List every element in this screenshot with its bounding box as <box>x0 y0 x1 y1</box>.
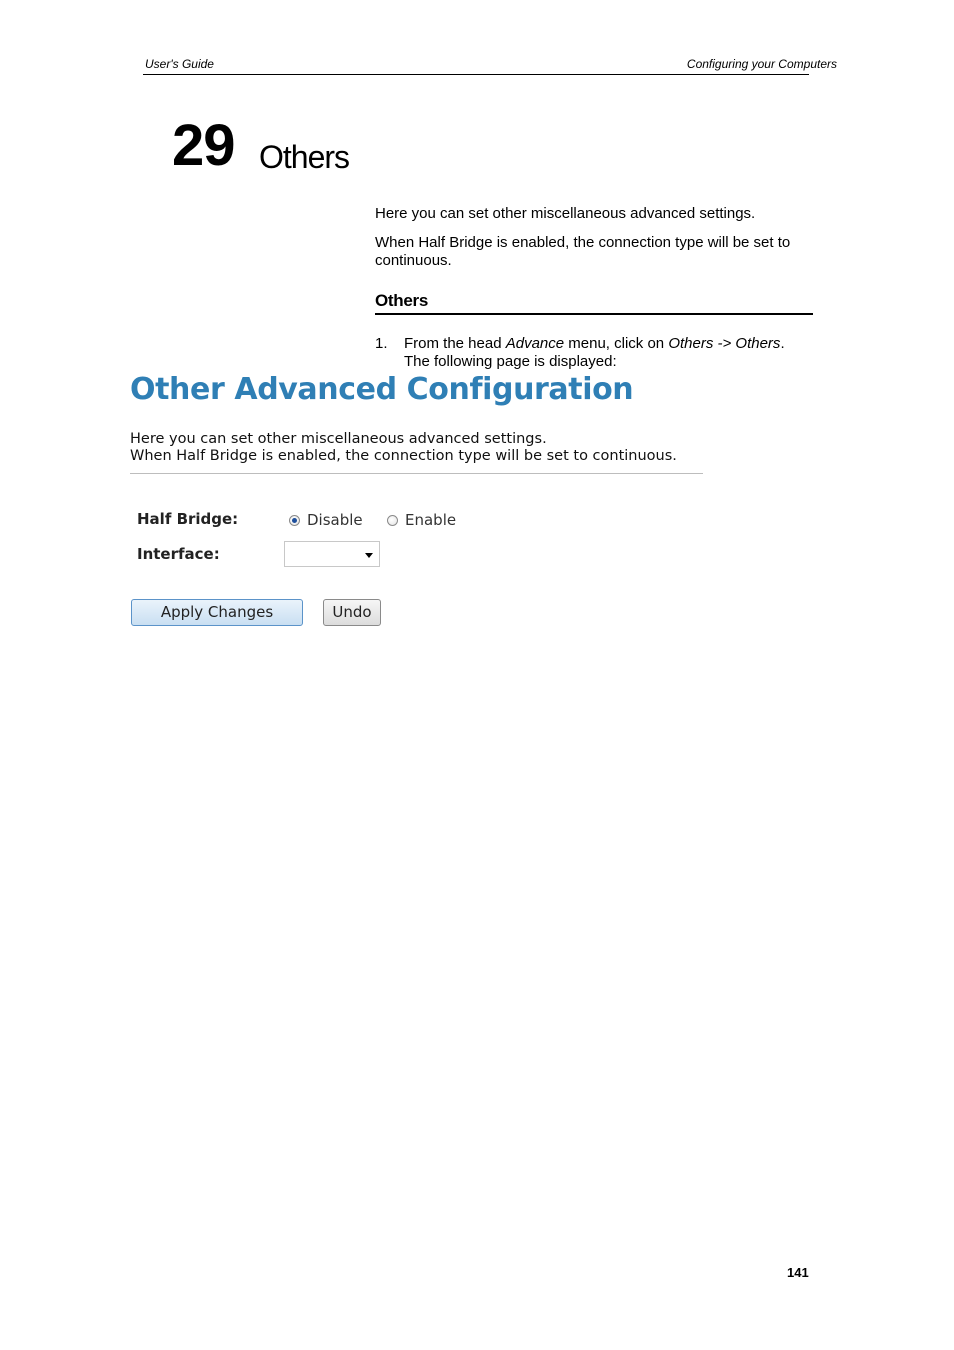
config-page-description <box>130 431 677 465</box>
section-title: Others <box>375 291 428 310</box>
half-bridge-enable-radio[interactable] <box>387 515 398 526</box>
intro-paragraph-2: When Half Bridge is enabled, the connection type will be set to continuous. <box>375 234 791 269</box>
half-bridge-label: Half Bridge: <box>137 510 239 528</box>
interface-label: Interface: <box>137 545 220 563</box>
config-page-title: Other Advanced Configuration <box>130 372 634 407</box>
apply-changes-button[interactable]: Apply Changes <box>131 599 303 626</box>
step-text-a: From the head <box>404 335 506 352</box>
step-number: 1. <box>375 335 388 352</box>
half-bridge-enable-label[interactable]: Enable <box>405 511 457 529</box>
half-bridge-disable-label[interactable]: Disable <box>307 511 363 529</box>
header-left-text: User's Guide <box>145 57 214 71</box>
half-bridge-disable-radio[interactable] <box>289 515 300 526</box>
config-desc-line-2: When Half Bridge is enabled, the connection type will be set to continuous. <box>130 448 677 464</box>
interface-select[interactable] <box>284 541 380 567</box>
step-text <box>404 335 824 371</box>
chapter-title: Others <box>259 139 350 175</box>
header-rule <box>143 74 809 75</box>
section-rule <box>375 313 813 315</box>
step-text-c: . <box>780 335 785 352</box>
step-menu-name: Advance <box>505 335 565 352</box>
undo-button[interactable]: Undo <box>323 599 381 626</box>
step-menu-path: Others -> Others <box>668 335 781 352</box>
step-line-2: The following page is displayed: <box>404 353 617 370</box>
intro-paragraph-1: Here you can set other miscellaneous advanced settings. <box>375 205 756 222</box>
config-desc-line-1: Here you can set other miscellaneous advanced settings. <box>130 431 547 447</box>
page-number: 141 <box>787 1265 809 1280</box>
config-divider <box>130 473 703 474</box>
header-right-text: Configuring your Computers <box>686 57 837 71</box>
step-text-b: menu, click on <box>564 335 669 352</box>
chevron-down-icon <box>365 553 373 558</box>
chapter-number: 29 <box>172 113 235 178</box>
